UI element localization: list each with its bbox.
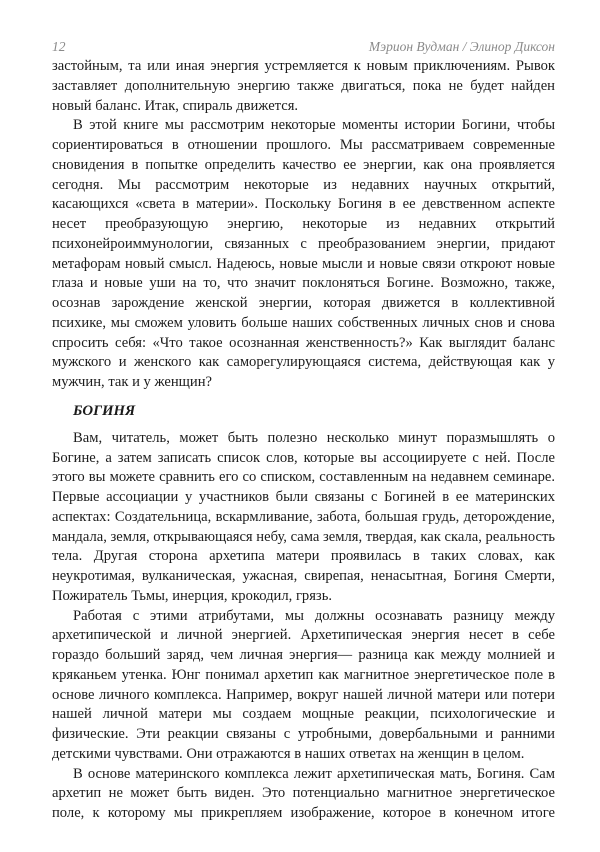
book-page: [52, 38, 555, 824]
paragraph: В основе материнского комплекса лежит архетипическая мать, Богиня. Сам архетип не может быть виден. Это потенциально магнитное энергетическое поле, к которому мы прикрепляем изображение, которое в конечном итоге: [52, 765, 555, 821]
paragraph: В этой книге мы рассмотрим некоторые моменты истории Богини, чтобы сориентироваться в отношении прошлого. Мы рассматриваем современные сновидения в попытке определить качество ее энергии, как она проявляется сегодня. Мы рассмотрим некоторые из недавних научных открытий, касающихся «света в материи». Поскольку Богиня в ее девственном аспекте несет преобразующую энергию, некоторые из недавних открытий психонейроиммунологии, связанных с преобразованием энергии, придают метафорам новый смысл. Надеюсь, новые мысли и новые связи откроют новые глаза и новые уши на то, что значит поклоняться Богине. Возможно, также, осознав зарождение женской энергии, которая движется в коллективной психике, мы сможем уловить больше наших собственных личных снов и снова спросить себя: «Что такое осознанная женственность?» Как выглядит баланс мужского и женского как саморегулирующаяся система, действующая как у мужчин, так и у женщин?: [52, 117, 555, 390]
page-body: [52, 57, 555, 824]
paragraph: Вам, читатель, может быть полезно несколько минут поразмышлять о Богине, а затем записать список слов, которые вы ассоциируете с ней. После этого вы можете сравнить его со списком, составленным на недавнем семинаре. Первые ассоциации у участников были связаны с Богиней в ее материнских аспектах: Создательница, вскармливание, забота, большая грудь, деторождение, мандала, земля, открывающаяся небу, сама земля, твердая, как скала, реальность тела. Другая сторона архетипа матери проявилась в таких словах, как неукротимая, вулканическая, ужасная, свирепая, ненасытная, Богиня Смерти, Пожиратель Тьмы, инерция, крокодил, грязь.: [52, 429, 555, 604]
running-title: Мэрион Вудман / Элинор Диксон: [368, 39, 555, 54]
paragraph: Работая с этими атрибутами, мы должны осознавать разницу между архетипической и личной энергией. Архетипическая энергия несет в себе гораздо больший заряд, чем личная энергия— разница как между молнией и кряканьем утенка. Юнг понимал архетип как магнитное энергетическое поле в основе личного комплекса. Например, вокруг нашей личной матери или потери нашей личной матери мы создаем мощные реакции, психологические и физические. Эти реакции связаны с утробными, довербальными и ранними детскими чувствами. Они отражаются в наших ответах на женщин в целом.: [52, 607, 555, 762]
section-heading: БОГИНЯ: [73, 402, 136, 419]
paragraph: застойным, та или иная энергия устремляется к новым приключениям. Рывок заставляет дополнительную энергию также двигаться, пока не будет найден новый баланс. Итак, спираль движется.: [52, 58, 555, 114]
running-header: [52, 38, 555, 56]
page-number: 12: [52, 39, 66, 54]
